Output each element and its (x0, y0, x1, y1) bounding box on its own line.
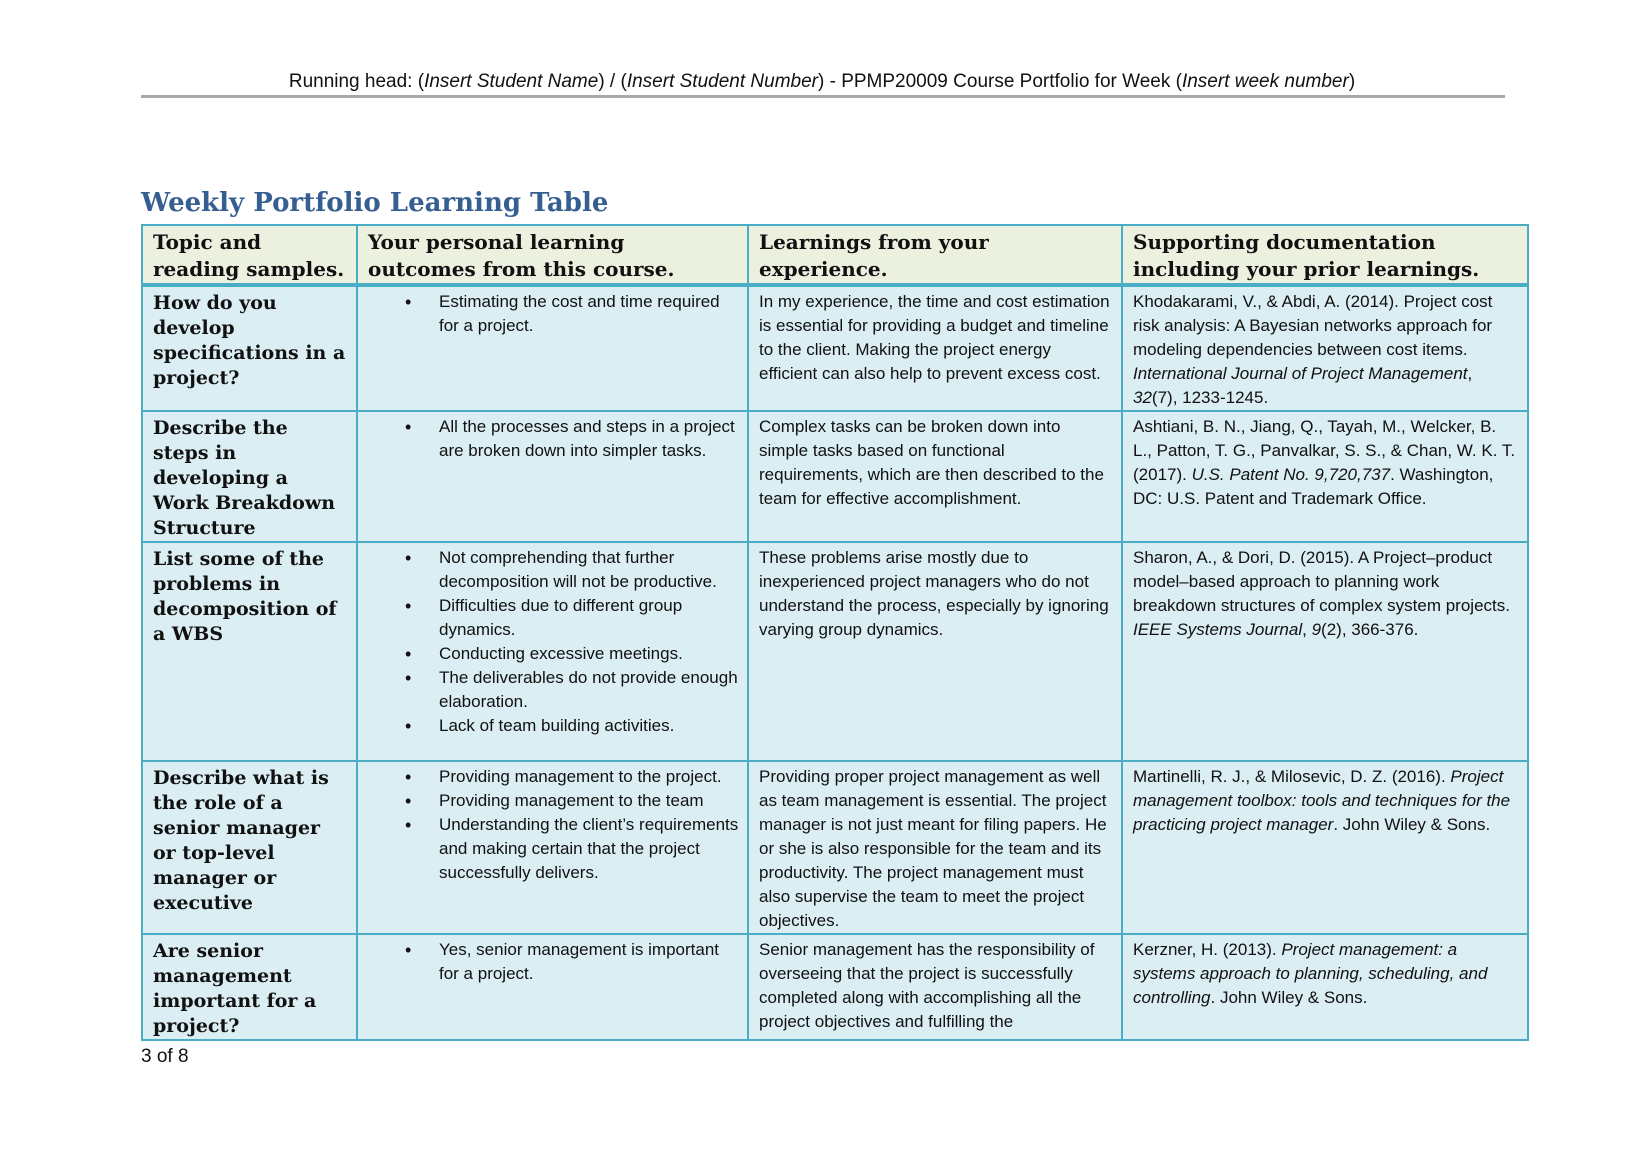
list-item: • Estimating the cost and time required for a project. (439, 290, 739, 338)
documentation-cell (1122, 285, 1528, 411)
reference-text: (2), 366-376. (1321, 620, 1419, 639)
reference-source: Project management toolbox: tools and techniques for the practicing project manager (1133, 767, 1511, 834)
experience-cell: Senior management has the responsibility of overseeing that the project is successfully completed along with accomplishing all the project objectives and fulfilling the (748, 934, 1122, 1040)
experience-cell: In my experience, the time and cost estimation is essential for providing a budget and timeline to the client. Making the project energy efficient can also help to prevent excess cost. (748, 285, 1122, 411)
documentation-cell (1122, 934, 1528, 1040)
outcomes-list (368, 546, 739, 738)
list-item: • All the processes and steps in a project are broken down into simpler tasks. (439, 415, 739, 463)
experience-cell: Complex tasks can be broken down into simple tasks based on functional requirements, which are then described to the team for effective accomplishment. (748, 411, 1122, 542)
outcomes-list (368, 938, 739, 986)
header-divider (141, 95, 1505, 98)
outcomes-list (368, 765, 739, 885)
topic-cell: List some of the problems in decomposition of a WBS (142, 542, 357, 761)
list-item: • The deliverables do not provide enough elaboration. (439, 666, 739, 714)
outcomes-cell (357, 285, 748, 411)
documentation-cell (1122, 542, 1528, 761)
list-item: • Understanding the client’s requirements and making certain that the project successfully delivers. (439, 813, 739, 885)
learning-table (141, 224, 1529, 1041)
documentation-cell (1122, 761, 1528, 934)
list-item: • Difficulties due to different group dynamics. (439, 594, 739, 642)
running-head-suffix: ) (1348, 71, 1356, 92)
running-head-student-number: Insert Student Number (626, 71, 818, 92)
reference-text: , (1302, 620, 1312, 639)
page-title: Weekly Portfolio Learning Table (141, 188, 609, 218)
reference-text: . John Wiley & Sons. (1210, 988, 1368, 1007)
list-item: • Conducting excessive meetings. (439, 642, 739, 666)
topic-cell: Are senior management important for a project? (142, 934, 357, 1040)
reference-text: Khodakarami, V., & Abdi, A. (2014). Project cost risk analysis: A Bayesian networks approach for modeling dependencies between cost items. (1133, 292, 1493, 359)
experience-cell: These problems arise mostly due to inexperienced project managers who do not understand the process, especially by ignoring varying group dynamics. (748, 542, 1122, 761)
reference-text: . John Wiley & Sons. (1333, 815, 1491, 834)
experience-cell: Providing proper project management as well as team management is essential. The project manager is not just meant for filing papers. He or she is also responsible for the team and its productivity. The project management must also supervise the team to meet the project objectives. (748, 761, 1122, 934)
reference-source: IEEE Systems Journal (1133, 620, 1303, 639)
list-item: • Providing management to the team (439, 789, 739, 813)
page-number: 3 of 8 (141, 1046, 189, 1067)
list-item: • Providing management to the project. (439, 765, 739, 789)
reference-volume: 32 (1133, 388, 1152, 407)
documentation-cell (1122, 411, 1528, 542)
reference-text: (7), 1233-1245. (1151, 388, 1269, 407)
running-head-separator: ) / ( (598, 71, 627, 92)
table-row (142, 285, 1528, 411)
table-row (142, 542, 1528, 761)
reference-text: Ashtiani, B. N., Jiang, Q., Tayah, M., Welcker, B. L., Patton, T. G., Panvalkar, S. S., & Chan, W. K. T. (2017). (1133, 417, 1516, 484)
reference-source: Project management: a systems approach to planning, scheduling, and controlling (1133, 940, 1488, 1007)
table-row (142, 411, 1528, 542)
reference-volume: 9 (1311, 620, 1322, 639)
header-outcomes: Your personal learning outcomes from this course. (357, 225, 748, 285)
table-header-row (142, 225, 1528, 285)
outcomes-cell (357, 761, 748, 934)
list-item: • Not comprehending that further decomposition will not be productive. (439, 546, 739, 594)
running-head-week: Insert week number (1181, 71, 1349, 92)
running-head (141, 70, 1503, 94)
reference-text: Kerzner, H. (2013). (1133, 940, 1282, 959)
header-experience: Learnings from your experience. (748, 225, 1122, 285)
list-item: • Yes, senior management is important for a project. (439, 938, 739, 986)
topic-cell: How do you develop specifications in a project? (142, 285, 357, 411)
outcomes-cell (357, 934, 748, 1040)
reference-text: Sharon, A., & Dori, D. (2015). A Project–product model–based approach to planning work breakdown structures of complex system projects. (1133, 548, 1510, 615)
running-head-course: ) - PPMP20009 Course Portfolio for Week ( (817, 71, 1182, 92)
reference-text: Martinelli, R. J., & Milosevic, D. Z. (2016). (1133, 767, 1451, 786)
outcomes-list (368, 290, 739, 338)
reference-text: . Washington, DC: U.S. Patent and Trademark Office. (1133, 465, 1494, 508)
running-head-prefix: Running head: ( (288, 71, 425, 92)
topic-cell: Describe the steps in developing a Work Breakdown Structure (142, 411, 357, 542)
outcomes-cell (357, 542, 748, 761)
header-documentation: Supporting documentation including your prior learnings. (1122, 225, 1528, 285)
outcomes-cell (357, 411, 748, 542)
reference-source: U.S. Patent No. 9,720,737 (1191, 465, 1391, 484)
outcomes-list (368, 415, 739, 463)
list-item: • Lack of team building activities. (439, 714, 739, 738)
reference-text: , (1467, 364, 1473, 383)
table-row (142, 761, 1528, 934)
header-topic: Topic and reading samples. (142, 225, 357, 285)
topic-cell: Describe what is the role of a senior manager or top-level manager or executive (142, 761, 357, 934)
table-row (142, 934, 1528, 1040)
running-head-student-name: Insert Student Name (424, 71, 599, 92)
reference-source: International Journal of Project Management (1133, 364, 1468, 383)
